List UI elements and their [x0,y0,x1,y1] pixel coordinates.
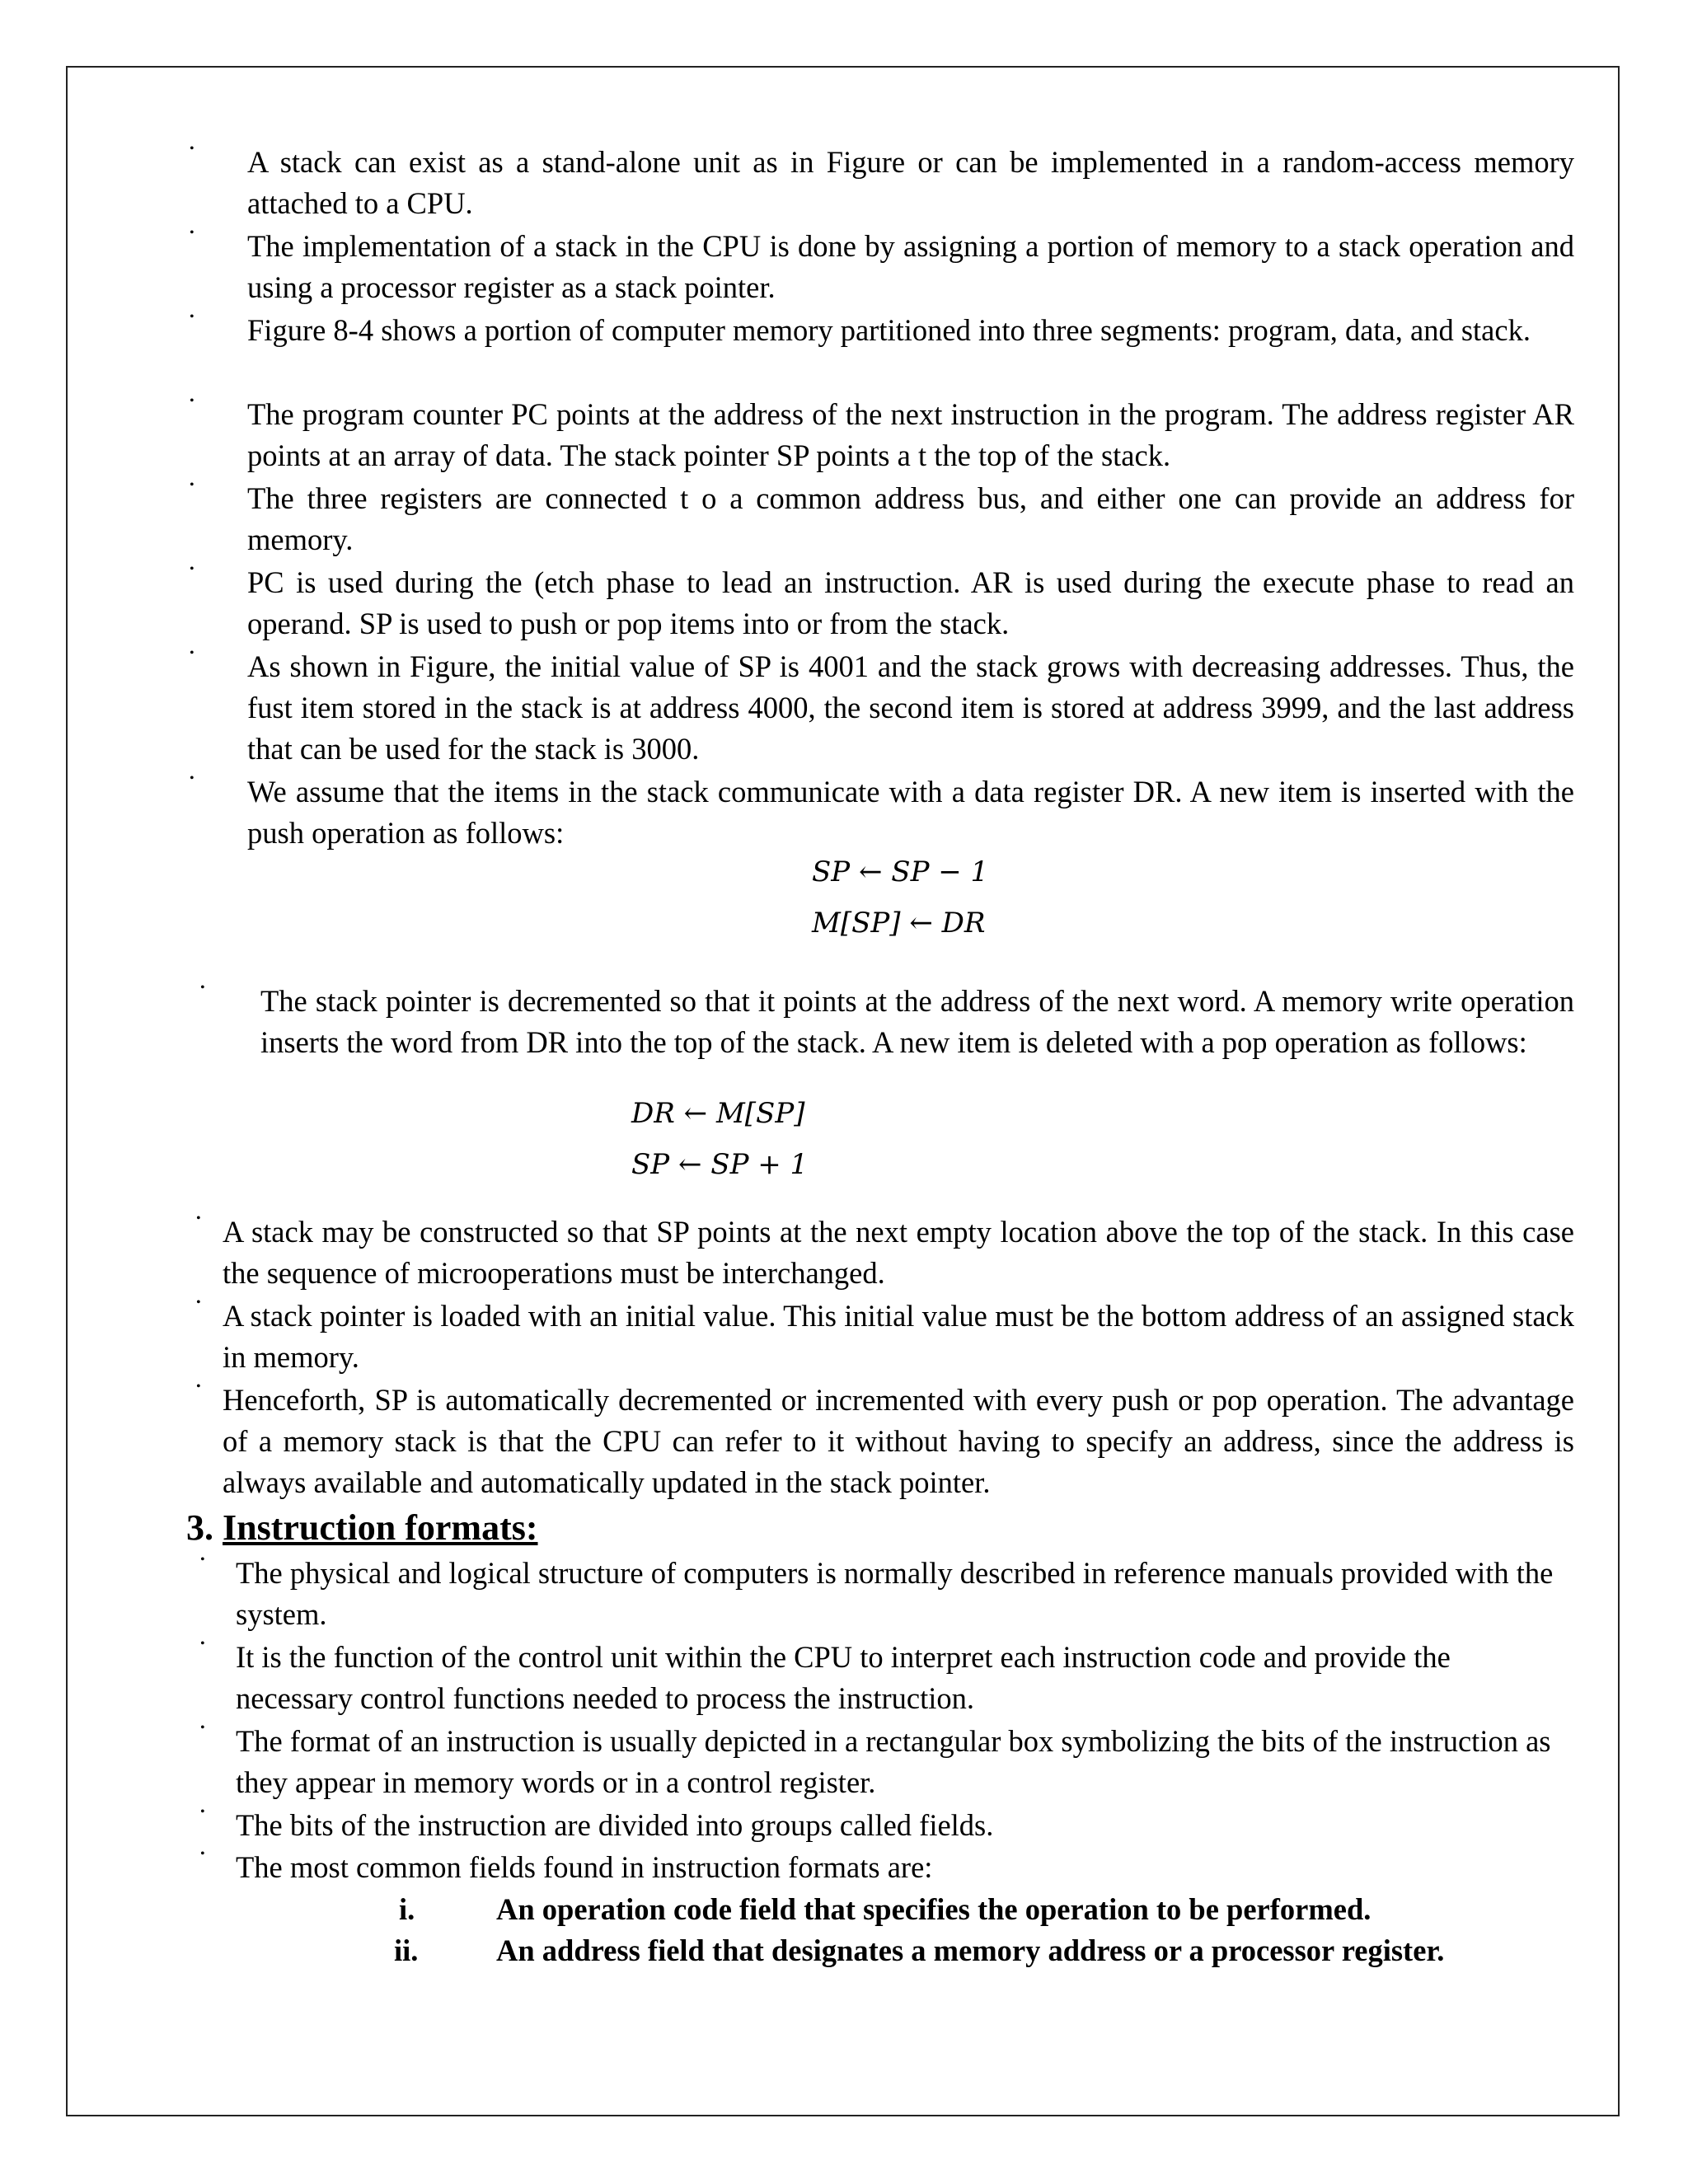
bullet: • [200,1805,205,1819]
push-equation-2: M[SP] ← DR [812,907,986,940]
bullet: • [190,478,195,492]
bullet: • [200,981,205,995]
push-equation-1: SP ← SP − 1 [812,855,989,888]
bullet-text: The program counter PC points at the address of the next instruction in the program. The address register AR points at an array of data. The stack pointer SP points a t the top of the stack. [247,397,1574,472]
bullet: • [196,1380,201,1394]
bullet-text: We assume that the items in the stack communicate with a data register DR. A new item is inserted with the push operation as follows: [247,775,1574,850]
bullet-text: The most common fields found in instruction formats are: [236,1850,933,1884]
bullet-text: A stack may be constructed so that SP points at the next empty location above the top of the stack. In this case the sequence of microoperations must be interchanged. [223,1215,1574,1290]
bullet-text: Henceforth, SP is automatically decremented or incremented with every push or pop operation. The advantage of a memory stack is that the CPU can refer to it without having to specify an address, since the address is always available and automatically updated in the stack pointer. [223,1383,1574,1499]
bullet: • [190,562,195,576]
bullet-text: Figure 8-4 shows a portion of computer memory partitioned into three segments: program, data, and stack. [247,313,1531,347]
bullet: • [190,646,195,660]
section-title: Instruction formats: [223,1507,538,1548]
bullet: • [200,1721,205,1735]
bullet-text: It is the function of the control unit within the CPU to interpret each instruction code and provide the necessary control functions needed to process the instruction. [236,1640,1451,1715]
bullet: • [196,1296,201,1310]
bullet: • [200,1637,205,1651]
list-numeral: i. [399,1892,415,1926]
pop-equation-2: SP ← SP + 1 [631,1148,809,1181]
bullet: • [190,310,195,324]
bullet: • [190,771,195,785]
bullet: • [190,226,195,240]
section-number: 3. [186,1507,213,1548]
pop-equation-1: DR ← M[SP] [631,1097,805,1130]
bullet-text: The format of an instruction is usually depicted in a rectangular box symbolizing the bits of the instruction as they appear in memory words or in a control register. [236,1724,1551,1799]
bullet-text: PC is used during the (etch phase to lead an instruction. AR is used during the execute phase to read an operand. SP is used to push or pop items into or from the stack. [247,565,1574,640]
bullet: • [196,1212,201,1226]
bullet: • [190,142,195,156]
bullet-text: The physical and logical structure of computers is normally described in reference manuals provided with the system. [236,1556,1554,1631]
bullet-text: The bits of the instruction are divided into groups called fields. [236,1808,994,1842]
bullet-text: A stack can exist as a stand-alone unit as in Figure or can be implemented in a random-access memory attached to a CPU. [247,145,1574,220]
bullet-text: As shown in Figure, the initial value of SP is 4001 and the stack grows with decreasing addresses. Thus, the fust item stored in the stack is at address 4000, the second item is stored at address 3999, and the last address that can be used for the stack is 3000. [247,649,1574,766]
bullet: • [200,1553,205,1567]
bullet-text: The stack pointer is decremented so that it points at the address of the next word. A memory write operation inserts the word from DR into the top of the stack. A new item is deleted with a pop operation as follows: [260,984,1574,1059]
list-numeral: ii. [394,1933,419,1967]
bullet-text: A stack pointer is loaded with an initial value. This initial value must be the bottom address of an assigned stack in memory. [223,1299,1574,1374]
section-heading [186,1505,538,1551]
bullet: • [190,394,195,408]
field-text: An address field that designates a memory address or a processor register. [496,1933,1445,1967]
bullet: • [200,1847,205,1861]
bullet-text: The implementation of a stack in the CPU is done by assigning a portion of memory to a stack operation and using a processor register as a stack pointer. [247,229,1574,304]
field-text: An operation code field that specifies the operation to be performed. [496,1892,1372,1926]
bullet-text: The three registers are connected t o a common address bus, and either one can provide an address for memory. [247,481,1574,556]
